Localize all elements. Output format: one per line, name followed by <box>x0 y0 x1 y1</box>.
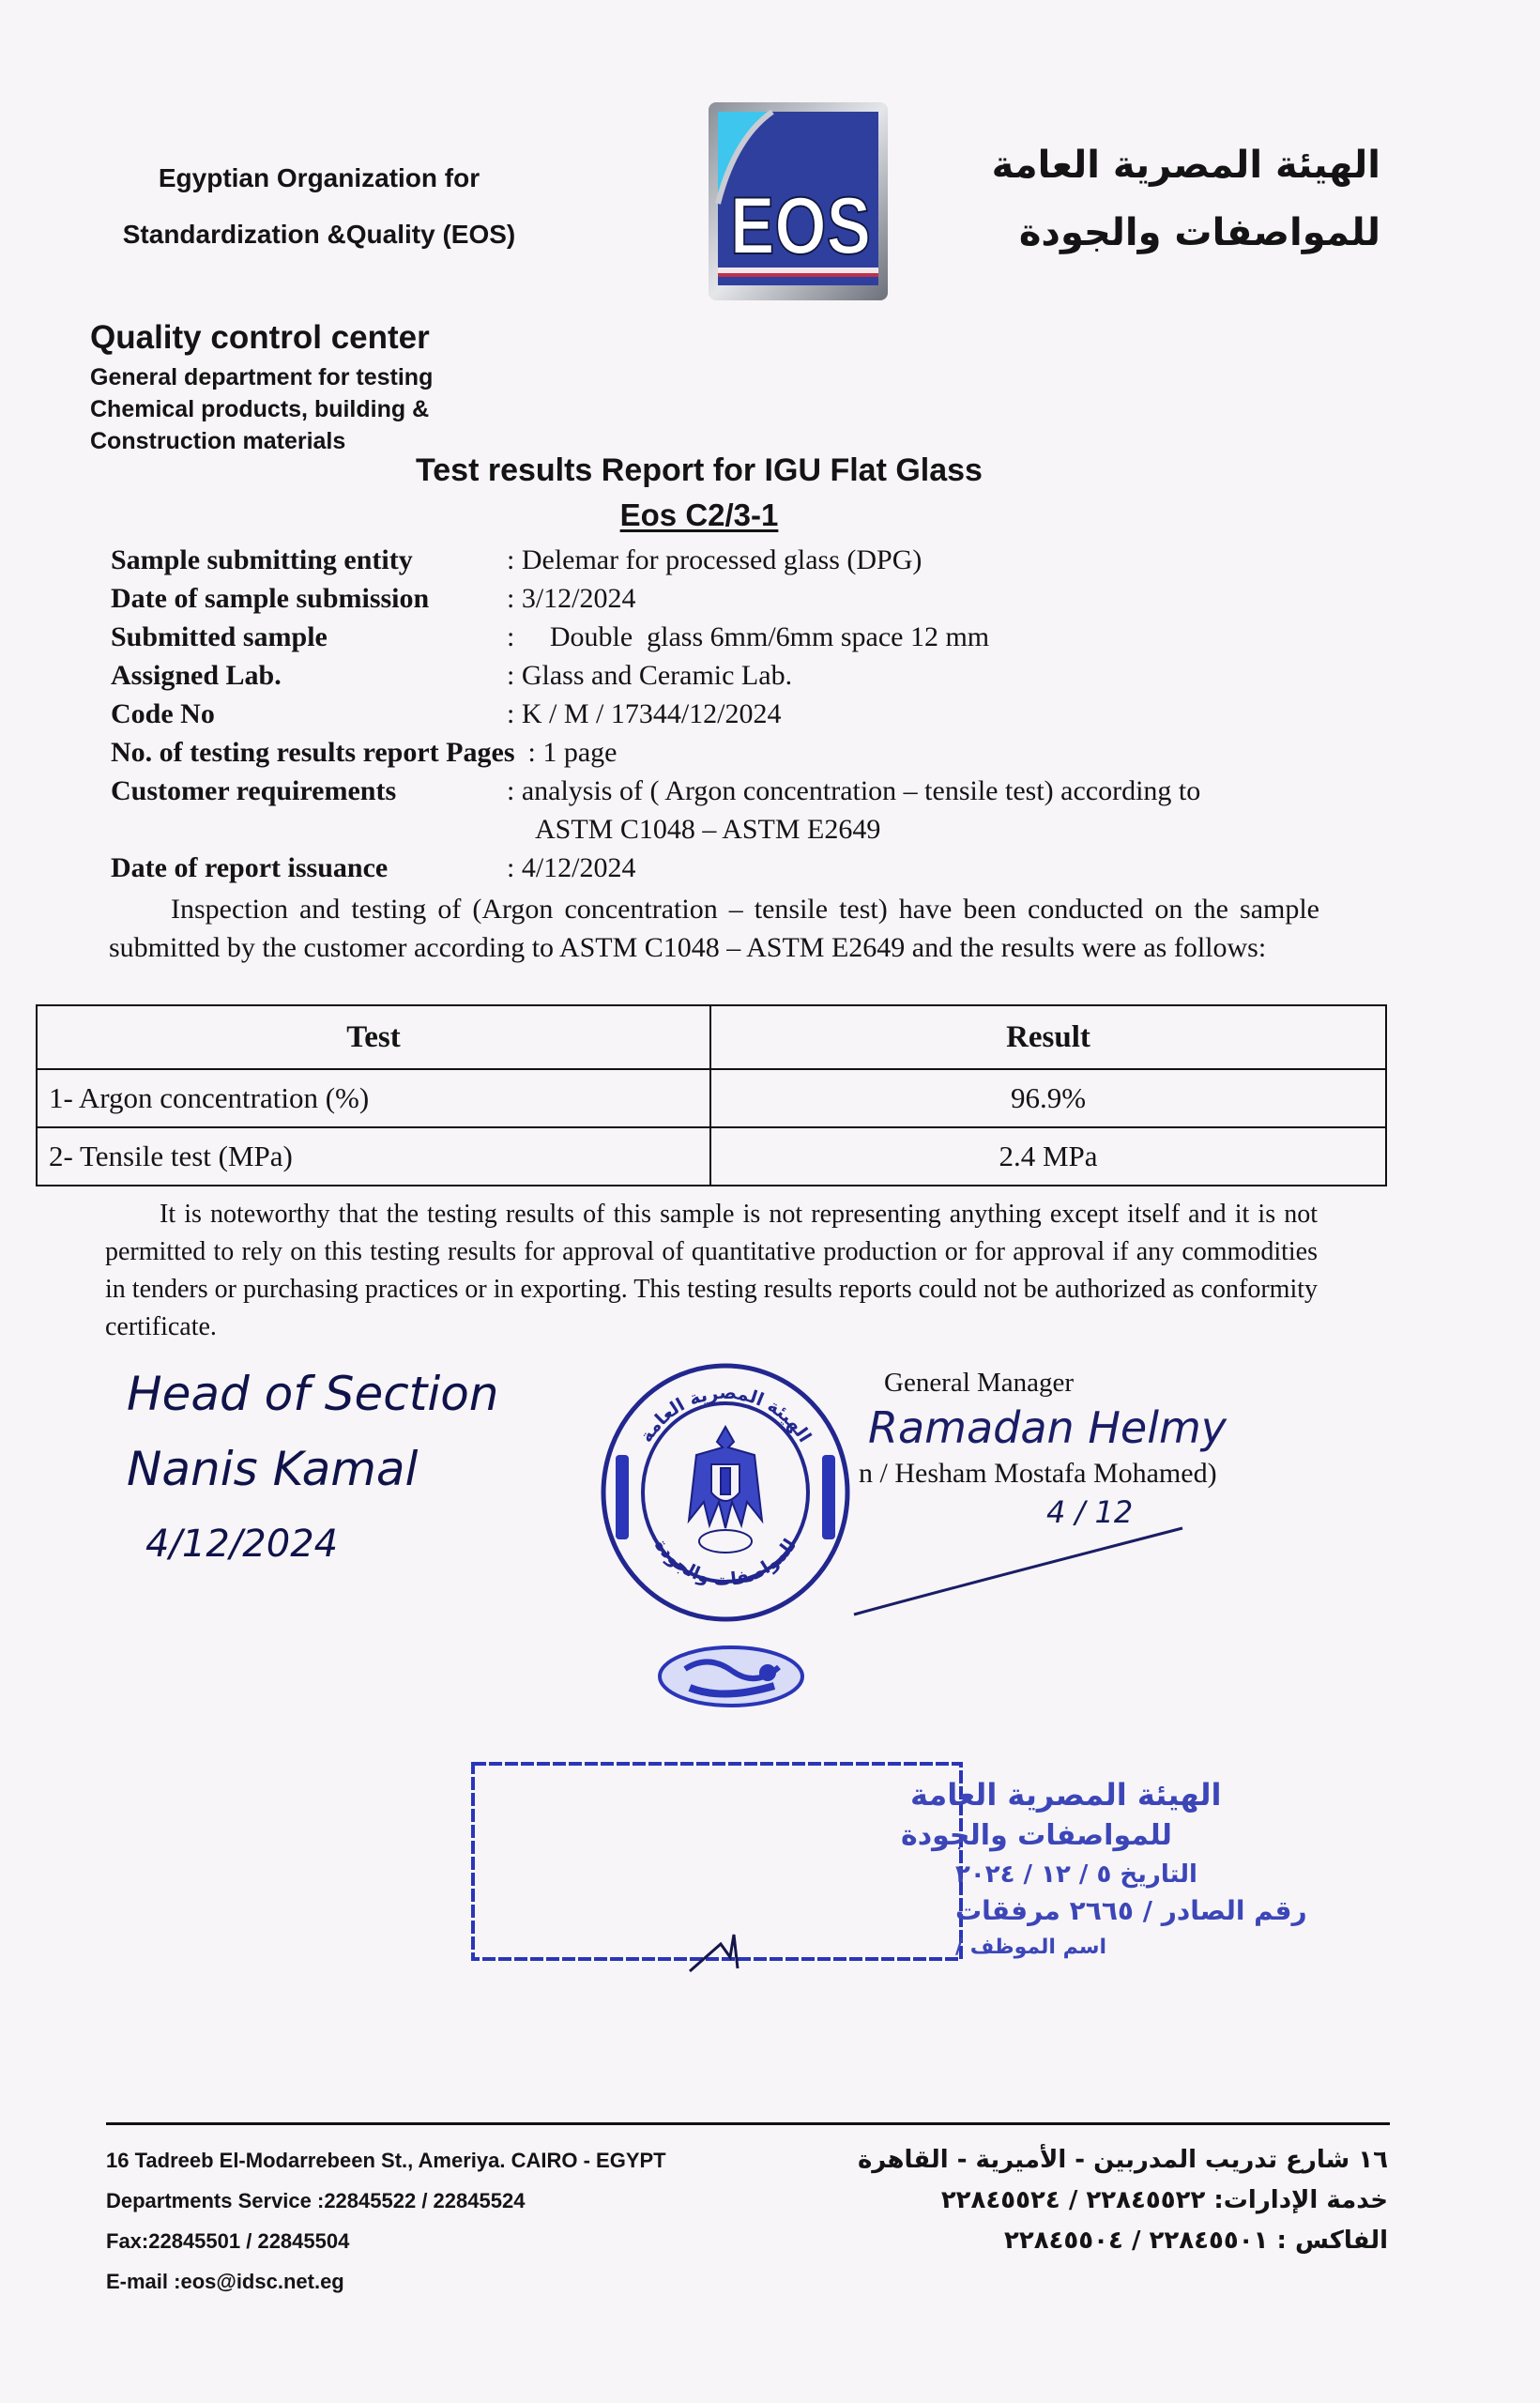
test-name-cell: 2- Tensile test (MPa) <box>37 1127 710 1186</box>
field-code-no <box>111 695 1331 733</box>
registry-stamp-number: رقم الصادر / ٢٦٦٥ مرفقات <box>955 1895 1307 1926</box>
intro-paragraph <box>109 890 1319 967</box>
report-fields <box>111 541 1331 887</box>
footer-contact-english <box>106 2140 666 2302</box>
footer-address-ar: ١٦ شارع تدريب المدربين - الأميرية - القاهرة <box>857 2146 1388 2174</box>
intro-text: Inspection and testing of (Argon concentration – tensile test) have been conducted on the sample submitted by the customer according to ASTM C1048 – ASTM E2649 and the results were as follows: <box>109 894 1319 963</box>
field-label: Submitted sample <box>111 621 328 652</box>
field-label: Sample submitting entity <box>111 544 413 575</box>
field-label: Code No <box>111 698 215 729</box>
field-assigned-lab <box>111 656 1331 695</box>
field-value-block <box>507 772 1200 849</box>
department-title: Quality control center <box>90 319 430 356</box>
field-value: : analysis of ( Argon concentration – tensile test) according to <box>507 775 1201 806</box>
footer-address: 16 Tadreeb El-Modarrebeen St., Ameriya. CAIRO - EGYPT <box>106 2149 666 2172</box>
general-manager-title: General Manager <box>884 1368 1075 1398</box>
report-title: Test results Report for IGU Flat Glass <box>416 452 983 488</box>
field-report-pages <box>111 733 1331 772</box>
footer-fax: Fax:22845501 / 22845504 <box>106 2229 350 2253</box>
head-of-section-signature <box>127 1356 498 1582</box>
field-submitted-sample <box>111 618 1331 656</box>
general-manager-handwritten-signature: Ramadan Helmy <box>868 1402 1227 1453</box>
field-label: Date of sample submission <box>111 583 430 614</box>
field-issuance-date <box>111 849 1331 887</box>
registry-stamp-employee: اسم الموظف / <box>955 1936 1107 1959</box>
results-table <box>36 1004 1387 1186</box>
stamp-eagle-seal <box>599 1361 852 1624</box>
report-code <box>282 497 1117 533</box>
field-submission-date <box>111 579 1331 618</box>
department-line: Construction materials <box>90 428 346 454</box>
column-header-test: Test <box>37 1005 710 1069</box>
department-line: Chemical products, building & <box>90 396 430 422</box>
registry-stamp-date: التاريخ ٥ / ١٢ / ٢٠٢٤ <box>955 1860 1197 1889</box>
eagle-icon <box>689 1427 762 1553</box>
department-line: General department for testing <box>90 364 434 390</box>
signature-stroke <box>845 1521 1201 1624</box>
field-value: : Double glass 6mm/6mm space 12 mm <box>507 621 990 652</box>
stamp-bottom-text: للمواصفات والجودة <box>649 1535 801 1591</box>
date-slash: / <box>1065 1494 1095 1530</box>
org-name-ar-line-1: الهيئة المصرية العامة <box>991 144 1380 187</box>
stamp-top-text: الهيئة المصرية العامة <box>635 1382 816 1446</box>
registry-stamp-graphic <box>469 1760 1307 1971</box>
field-value: : 4/12/2024 <box>507 852 636 883</box>
handwritten-name: Nanis Kamal <box>127 1442 419 1496</box>
org-name-ar-line-2: للمواصفات والجودة <box>1018 211 1380 254</box>
handwritten-day: 4 <box>1046 1494 1066 1530</box>
svg-text:للمواصفات والجودة <box>650 1535 800 1590</box>
field-value: : Glass and Ceramic Lab. <box>507 660 793 691</box>
field-value: : Delemar for processed glass (DPG) <box>507 544 922 575</box>
handwritten-title: Head of Section <box>127 1367 499 1421</box>
footer-contact-arabic <box>806 2140 1388 2261</box>
field-customer-requirements <box>111 772 1331 849</box>
field-label: Customer requirements <box>111 775 397 806</box>
official-round-stamp <box>599 1361 852 1624</box>
org-name-english <box>103 150 535 263</box>
registry-initials <box>690 1935 738 1971</box>
eos-logo-graphic <box>707 100 890 302</box>
field-value-continued: ASTM C1048 – ASTM E2649 <box>535 814 881 845</box>
footer-phone: Departments Service :22845522 / 22845524 <box>106 2189 526 2212</box>
table-row <box>37 1069 1386 1127</box>
field-label: Assigned Lab. <box>111 660 282 691</box>
handwritten-month: 12 <box>1094 1494 1134 1530</box>
footer-fax-ar: الفاكس : ٢٢٨٤٥٥٠١ / ٢٢٨٤٥٥٠٤ <box>1003 2227 1388 2255</box>
field-label: No. of testing results report Pages <box>111 737 515 768</box>
result-cell: 2.4 MPa <box>710 1127 1386 1186</box>
field-value: : 1 page <box>527 737 618 768</box>
table-row <box>37 1127 1386 1186</box>
small-oval-stamp <box>657 1645 805 1708</box>
department-subtitle <box>90 361 433 457</box>
field-value: : K / M / 17344/12/2024 <box>507 698 782 729</box>
general-manager-name: n / Hesham Mostafa Mohamed) <box>859 1458 1217 1489</box>
report-code-text: Eos C2/3-1 <box>619 497 779 532</box>
org-name-line-2: Standardization &Quality (EOS) <box>122 220 516 249</box>
column-header-result: Result <box>710 1005 1386 1069</box>
disclaimer-text: It is noteworthy that the testing results of this sample is not representing anything except itself and it is not permitted to rely on this testing results for approval of quantitative production or for approval if any commodities in tenders or purchasing practices or in exporting. This testing results reports could not be authorized as conformity certificate. <box>105 1200 1318 1341</box>
registry-stamp-line-1: الهيئة المصرية العامة <box>910 1777 1222 1813</box>
footer-phone-ar: خدمة الإدارات: ٢٢٨٤٥٥٢٢ / ٢٢٨٤٥٥٢٤ <box>940 2186 1388 2214</box>
logo-text: EOS <box>730 181 871 271</box>
disclaimer-paragraph <box>105 1196 1318 1346</box>
oval-stamp-graphic <box>657 1645 805 1708</box>
field-value: : 3/12/2024 <box>507 583 636 614</box>
handwritten-date: 4/12/2024 <box>145 1523 339 1566</box>
footer-divider <box>106 2122 1390 2125</box>
org-name-line-1: Egyptian Organization for <box>158 163 480 192</box>
test-name-cell: 1- Argon concentration (%) <box>37 1069 710 1127</box>
org-name-arabic <box>986 131 1380 267</box>
footer-email[interactable]: E-mail :eos@idsc.net.eg <box>106 2270 344 2293</box>
field-sample-entity <box>111 541 1331 579</box>
eos-logo <box>707 100 890 302</box>
table-header-row <box>37 1005 1386 1069</box>
general-manager-signature-block <box>859 1366 1384 1529</box>
registry-stamp-line-2: للمواصفات والجودة <box>901 1819 1172 1852</box>
field-label: Date of report issuance <box>111 852 389 883</box>
registry-stamp <box>469 1760 1307 1971</box>
result-cell: 96.9% <box>710 1069 1386 1127</box>
